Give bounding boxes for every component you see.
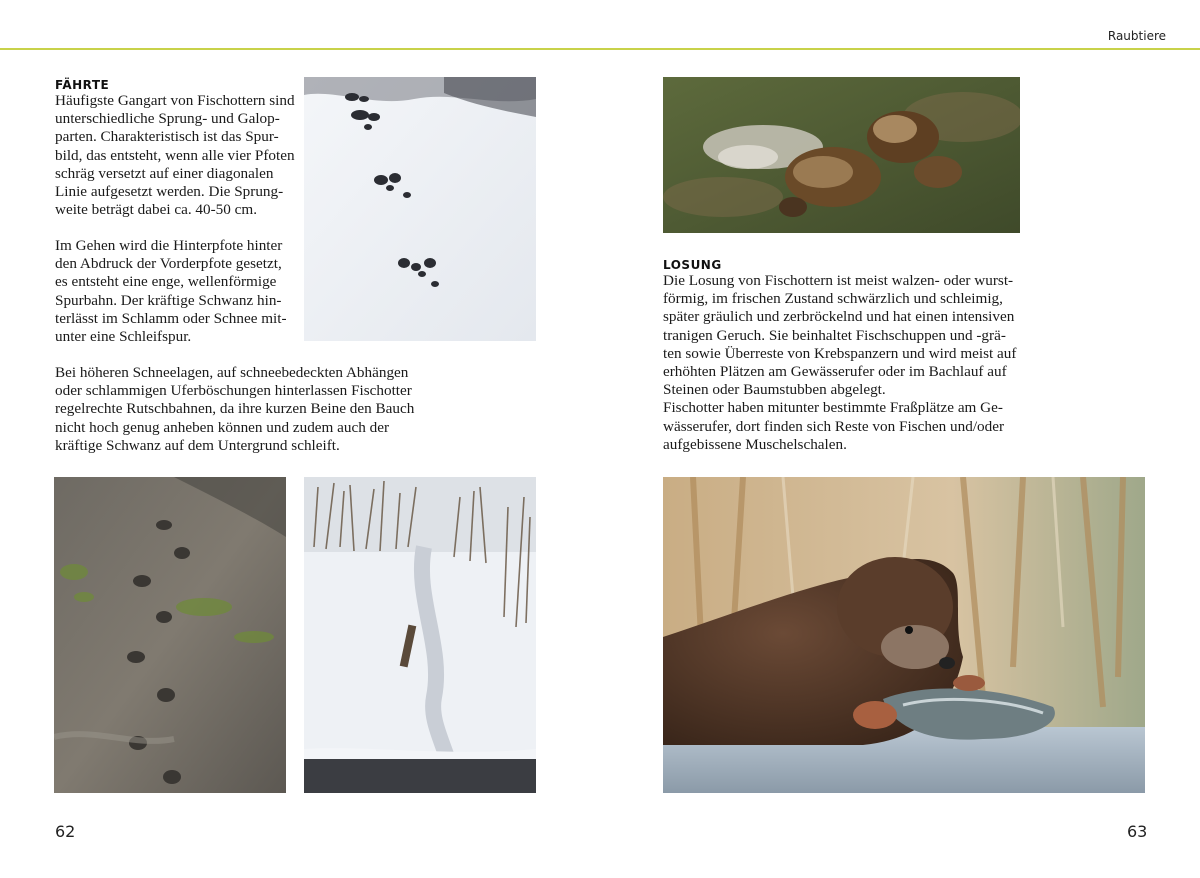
scat-heading: LOSUNG (663, 258, 722, 272)
tracks-paragraph-2: Im Gehen wird die Hinterpfote hinter den Abdruck der Vorderpfote gesetzt, es entsteht eine enge, wellenförmige Spurbahn. Der kräftige Schwanz hin- terlässt im Schlamm oder Schnee mit- unter eine Schleifspur. (55, 237, 287, 346)
otter-scat-photo (663, 77, 1020, 233)
snow-tracks-photo (304, 77, 536, 341)
otter-eating-fish-photo (663, 477, 1145, 793)
page-number-left: 62 (55, 822, 76, 841)
running-head: Raubtiere (1107, 29, 1166, 43)
tracks-paragraph-3: Bei höheren Schneelagen, auf schneebedeckten Abhängen oder schlammigen Uferböschungen hinterlassen Fischotter regelrechte Rutschbahnen, da ihre kurzen Beine den Bauch nicht hoch genug anheben können und zudem auch der kräftige Schwanz auf dem Untergrund schleift. (55, 364, 415, 454)
tracks-heading: FÄHRTE (55, 78, 110, 92)
snow-slide-photo (304, 477, 536, 793)
tracks-paragraph-1: Häufigste Gangart von Fischottern sind unterschiedliche Sprung- und Galop- parten. Charakteristisch ist das Spur- bild, das entsteht, wenn alle vier Pfoten schräg versetzt auf einer diagonalen Linie aufgesetzt werden. Die Sprung- weite beträgt dabei ca. 40-50 cm. (55, 92, 295, 219)
mud-tracks-photo (54, 477, 286, 793)
scat-paragraph: Die Losung von Fischottern ist meist walzen- oder wurst- förmig, im frischen Zustand schwärzlich und schleimig, später gräulich und zerbröckelnd und hat einen intensiven tranigen Geruch. Sie beinhaltet Fischschuppen und -grä- ten sowie Überreste von Krebspanzern und wird meist auf erhöhten Plätzen am Gewässerufer oder im Bachlauf auf Steinen oder Baumstubben abgelegt. Fischotter haben mitunter bestimmte Fraßplätze am Ge- wässerufer, dort finden sich Reste von Fischen und/oder aufgebissene Muschelschalen. (663, 272, 1017, 453)
header-rule (0, 48, 1200, 50)
page-number-right: 63 (1127, 822, 1148, 841)
